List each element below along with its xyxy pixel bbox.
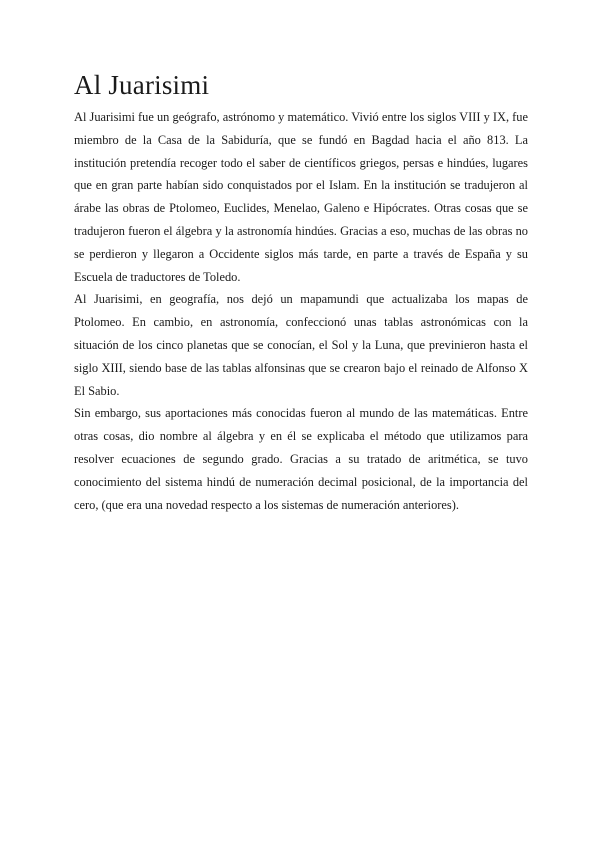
paragraph-1: Al Juarisimi fue un geógrafo, astrónomo y matemático. Vivió entre los siglos VIII y IX, fue miembro de la Casa de la Sabiduría, que se fundó en Bagdad hacia el año 813. La institución pretendía recoger todo el saber de científicos griegos, persas e hindúes, lugares que en gran parte habían sido conquistados por el Islam. En la institución se tradujeron al árabe las obras de Ptolomeo, Euclides, Menelao, Galeno e Hipócrates. Otras cosas que se tradujeron fueron el álgebra y la astronomía hindúes. Gracias a eso, muchas de las obras no se perdieron y llegaron a Occidente siglos más tarde, en parte a través de España y su Escuela de traductores de Toledo. [74, 110, 528, 284]
paragraph-2: Al Juarisimi, en geografía, nos dejó un mapamundi que actualizaba los mapas de Ptolomeo. En cambio, en astronomía, confeccionó unas tablas astronómicas con la situación de los cinco planetas que se conocían, el Sol y la Luna, que previnieron hasta el siglo XIII, siendo base de las tablas alfonsinas que se crearon bajo el reinado de Alfonso X El Sabio. [74, 292, 528, 398]
paragraph-3: Sin embargo, sus aportaciones más conocidas fueron al mundo de las matemáticas. Entre otras cosas, dio nombre al álgebra y en él se explicaba el método que utilizamos para resolver ecuaciones de segundo grado. Gracias a su tratado de aritmética, se tuvo conocimiento del sistema hindú de numeración decimal posicional, de la importancia del cero, (que era una novedad respecto a los sistemas de numeración anteriores). [74, 406, 528, 512]
document-title: Al Juarisimi [74, 70, 210, 100]
document-page [74, 68, 528, 516]
